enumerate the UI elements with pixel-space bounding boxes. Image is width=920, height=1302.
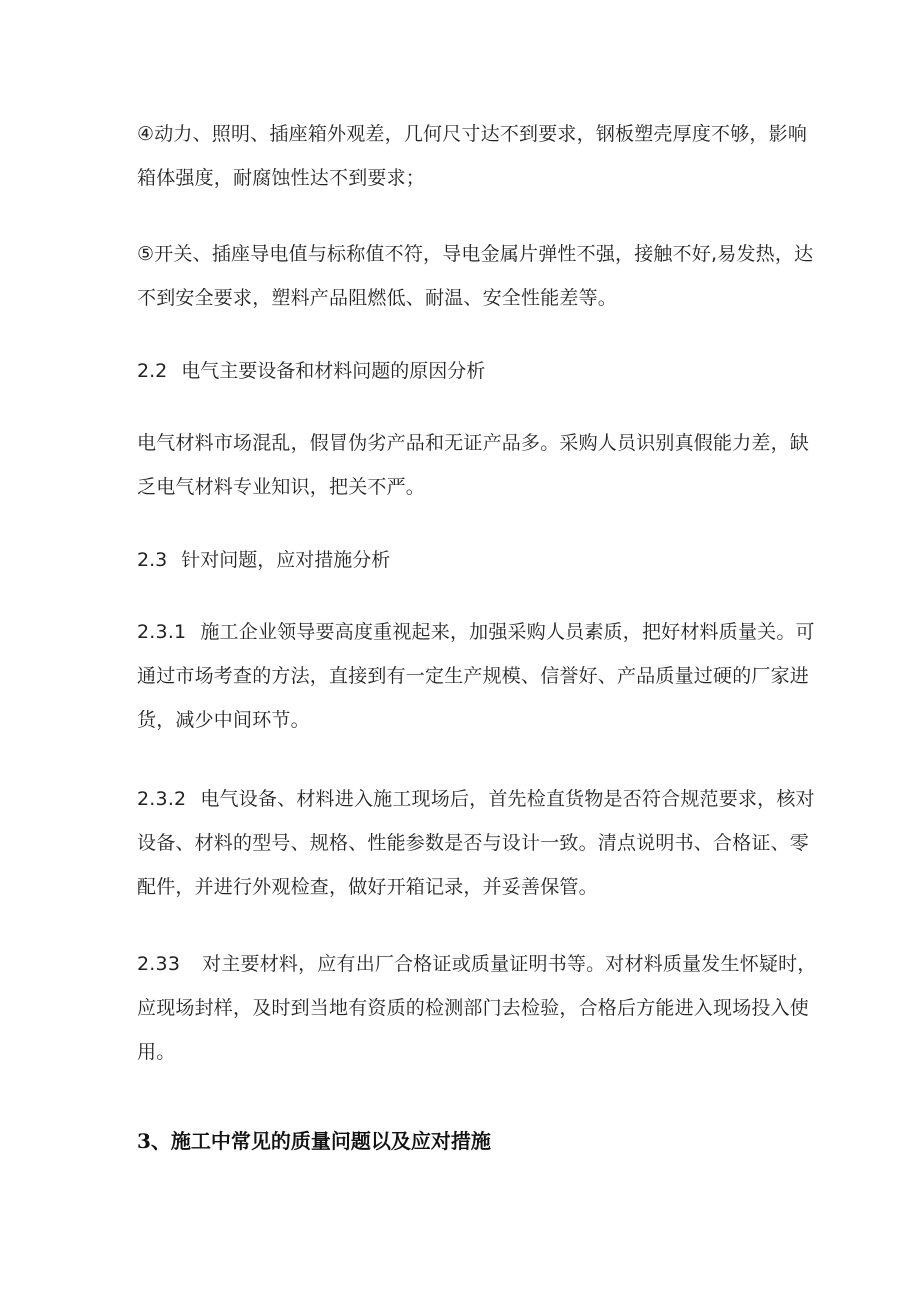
heading-2-3-title: 针对问题，应对措施分析	[181, 549, 391, 571]
item-2-3-1-text: 施工企业领导要高度重视起来，加强采购人员素质，把好材料质量关。可通过市场考查的方法，直接到有一定生产规模、信誉好、产品质量过硬的厂家进货，减少中间环节。	[137, 621, 815, 731]
item-2-33-number: 2.33	[137, 953, 181, 975]
heading-2-2-number: 2.2	[137, 360, 168, 382]
item-2-3-2	[137, 777, 817, 909]
heading-2-2	[137, 349, 817, 393]
item-2-3-2-number: 2.3.2	[137, 788, 187, 810]
item-2-3-1-number: 2.3.1	[137, 621, 187, 643]
item-2-33-text: 对主要材料，应有出厂合格证或质量证明书等。对材料质量发生怀疑时，应现场封样，及时到当地有资质的检测部门去检验，合格后方能进入现场投入使用。	[137, 953, 817, 1063]
heading-2-3-number: 2.3	[137, 549, 168, 571]
section-3-title: 3、施工中常见的质量问题以及应对措施	[137, 1129, 491, 1153]
heading-2-3	[137, 538, 817, 582]
heading-2-2-title: 电气主要设备和材料问题的原因分析	[181, 360, 486, 382]
item-2-3-2-text: 电气设备、材料进入施工现场后，首先检直货物是否符合规范要求，核对设备、材料的型号、规格、性能参数是否与设计一致。清点说明书、合格证、零配件，并进行外观检查，做好开箱记录，并妥善保管。	[137, 788, 815, 898]
item-2-33	[137, 942, 817, 1074]
paragraph-item-4: ④动力、照明、插座箱外观差，几何尺寸达不到要求，钢板塑壳厚度不够，影响箱体强度，耐腐蚀性达不到要求；	[137, 123, 808, 189]
paragraph-item-5: ⑤开关、插座导电值与标称值不符，导电金属片弹性不强，接触不好,易发热，达不到安全要求，塑料产品阻燃低、耐温、安全性能差等。	[137, 243, 814, 309]
paragraph-2-2-body: 电气材料市场混乱，假冒伪劣产品和无证产品多。采购人员识别真假能力差，缺乏电气材料专业知识，把关不严。	[137, 432, 810, 498]
item-2-3-1	[137, 610, 817, 742]
